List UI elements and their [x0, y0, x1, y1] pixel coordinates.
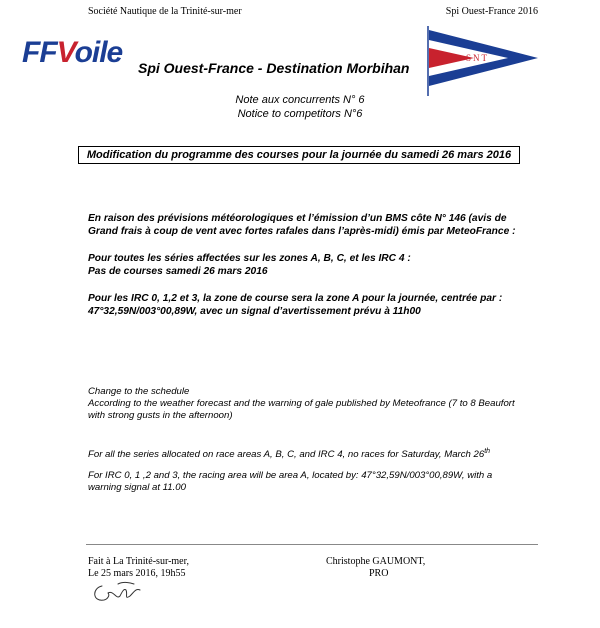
notice-number-fr: Note aux concurrents N° 6 [235, 94, 365, 106]
snt-burgee-logo [426, 26, 546, 96]
header-event: Spi Ouest-France 2016 [445, 6, 538, 17]
french-p2-line2: Pas de courses samedi 26 mars 2016 [88, 266, 268, 277]
header-organization: Société Nautique de la Trinité-sur-mer [88, 6, 242, 17]
footer-signatory-role: PRO [369, 568, 389, 579]
french-paragraph-1: En raison des prévisions météorologiques et l’émission d’un BMS côte N° 146 (avis de Grand frais à coup de vent avec fortes rafales dans l’après-midi) émis par MeteoFrance : [88, 213, 516, 237]
french-paragraph-3: Pour les IRC 0, 1,2 et 3, la zone de course sera la zone A pour la journée, centrée par : 47°32,59N/003°00,89W, avec un signal d’avertissement prévu à 11h00 [88, 293, 503, 317]
boxed-heading: Modification du programme des courses pour la journée du samedi 26 mars 2016 [78, 146, 520, 164]
notice-number-en: Notice to competitors N°6 [237, 108, 363, 120]
burgee-text: SNT [466, 53, 490, 63]
french-p2-line1: Pour toutes les séries affectées sur les zones A, B, C, et les IRC 4 : [88, 253, 411, 264]
handwritten-signature [88, 578, 146, 608]
footer-signatory-name: Christophe GAUMONT, [326, 556, 426, 567]
english-paragraph-3: For IRC 0, 1 ,2 and 3, the racing area will be area A, located by: 47°32,59N/003°00,89W, with a warning signal at 11.00 [88, 470, 493, 493]
footer-divider [86, 544, 538, 545]
english-title: Change to the schedule [88, 386, 190, 397]
logo-rest: oile [74, 36, 123, 69]
footer-place: Fait à La Trinité-sur-mer, [88, 556, 190, 567]
ffvoile-logo [22, 36, 122, 70]
english-paragraph-1: According to the weather forecast and the warning of gale published by Meteofrance (7 to 8 Beaufort with strong gusts in the afternoon) [88, 398, 515, 421]
logo-ff: FF [22, 36, 57, 69]
english-p2-text: For all the series allocated on race areas A, B, C, and IRC 4, no races for Saturday, March 26 [88, 449, 485, 461]
english-p2-superscript: th [484, 448, 491, 455]
english-paragraph-2 [88, 446, 548, 461]
french-paragraph-2 [88, 252, 528, 278]
logo-v: V [56, 36, 75, 69]
event-title: Spi Ouest-France - Destination Morbihan [138, 60, 410, 76]
footer-date: Le 25 mars 2016, 19h55 [88, 568, 186, 579]
